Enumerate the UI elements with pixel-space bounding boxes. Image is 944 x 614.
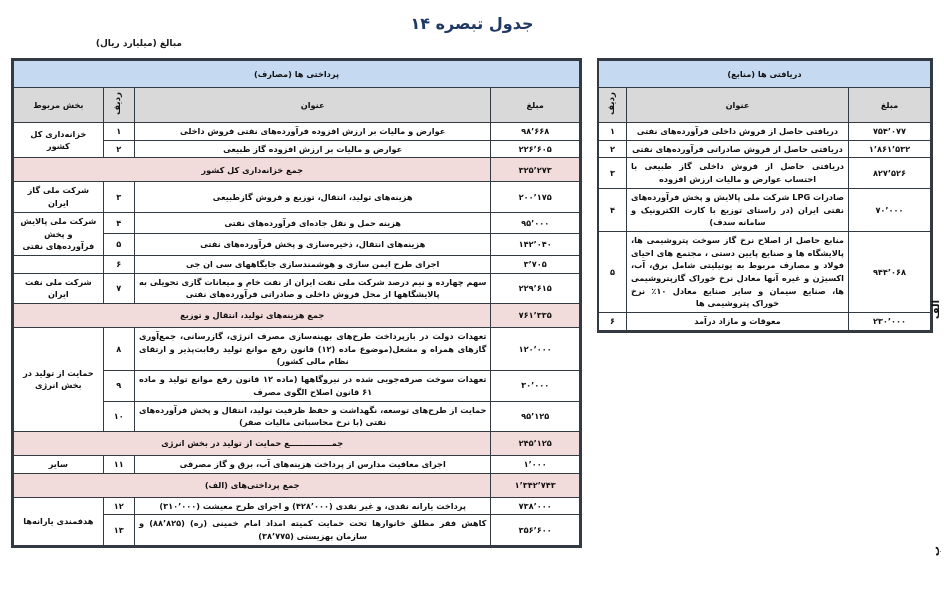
expenses-table-wrapper (11, 58, 582, 548)
expenses-amount-cell: ۱۲۰٬۰۰۰ (491, 328, 580, 371)
resources-title-cell: دریافتی حاصل از فروش صادراتی فرآورده‌های نفتی (627, 140, 849, 158)
expenses-row-number-cell: ۱۲ (103, 497, 134, 515)
expenses-sector-cell: شرکت ملی گاز ایران (14, 182, 104, 212)
resources-col-title: عنوان (627, 88, 849, 123)
resources-row-number-cell: ۴ (598, 188, 626, 231)
resources-row-number-cell: ۶ (598, 313, 626, 331)
expenses-row-number-cell: ۱۱ (103, 455, 134, 473)
resources-col-row-label: ردیف (606, 91, 617, 115)
expenses-column-header-row (14, 88, 580, 123)
expenses-amount-cell: ۲۲۶٬۶۰۵ (491, 140, 580, 158)
expenses-row-number-cell: ۱ (103, 123, 134, 141)
expenses-row-number-cell: ۹ (103, 371, 134, 401)
table-row (598, 188, 930, 231)
subtotal-row (14, 158, 580, 182)
page-title: جدول تبصره ۱۴ (410, 14, 534, 33)
resources-row-number-cell: ۲ (598, 140, 626, 158)
expenses-sector-cell: هدفمندی یارانه‌ها (14, 497, 104, 545)
expenses-sector-cell: سایر (14, 455, 104, 473)
expenses-title-cell: عوارض و مالیات بر ارزش افزوده فرآورده‌های نفتی فروش داخلی (134, 123, 490, 141)
resources-title-cell: صادرات LPG شرکت ملی پالایش و پخش فرآورده‌های نفتی ایران (در راستای توزیع با کارت الکترونیک و سامانه سدف) (627, 188, 849, 231)
expenses-amount-cell: ۹۸٬۶۶۸ (491, 123, 580, 141)
resources-title-cell: دریافتی حاصل از فروش داخلی گاز طبیعی با احتساب عوارض و مالیات ارزش افزوده (627, 158, 849, 188)
expenses-col-amount: مبلغ (491, 88, 580, 123)
resources-amount-cell: ۷۵۴٬۰۷۷ (849, 123, 931, 141)
table-row (598, 231, 930, 312)
expenses-col-row-label: ردیف (113, 91, 124, 115)
table-row (14, 497, 580, 515)
resources-band-row (598, 61, 930, 88)
expenses-row-number-cell: ۲ (103, 140, 134, 158)
resources-col-row (598, 88, 626, 123)
resources-row-number-cell: ۱ (598, 123, 626, 141)
table-row (14, 255, 580, 273)
resources-amount-cell: ۷۰٬۰۰۰ (849, 188, 931, 231)
expenses-table (13, 60, 580, 546)
resources-title-cell: دریافتی حاصل از فروش داخلی فرآورده‌های نفتی (627, 123, 849, 141)
expenses-amount-cell: ۹۵٬۰۰۰ (491, 212, 580, 234)
resources-column-header-row (598, 88, 930, 123)
expenses-band-label: پرداختی ها (مصارف) (14, 61, 580, 88)
expenses-col-title: عنوان (134, 88, 490, 123)
expenses-title-cell: حمایت از طرح‌های توسعه، نگهداشت و حفظ ظرفیت تولید، انتقال و پخش فرآورده‌های نفتی (با نرخ محاسباتی مالیات صفر) (134, 401, 490, 431)
expenses-title-cell: اجرای طرح ایمن سازی و هوشمندسازی جایگاههای سی ان جی (134, 255, 490, 273)
expenses-amount-cell: ۷۳۸٬۰۰۰ (491, 497, 580, 515)
resources-row-number-cell: ۳ (598, 158, 626, 188)
expenses-sector-cell: حمایت از تولید در بخش انرژی (14, 328, 104, 432)
expenses-row-number-cell: ۷ (103, 273, 134, 303)
expenses-amount-cell: ۳۵۶٬۶۰۰ (491, 515, 580, 545)
expenses-subtotal-amount-cell: ۱٬۳۴۲٬۷۴۳ (491, 473, 580, 497)
units-subtitle: مبالغ (میلیارد ریال) (95, 39, 182, 49)
expenses-amount-cell: ۱٬۰۰۰ (491, 455, 580, 473)
subtotal-row (14, 304, 580, 328)
expenses-title-cell: هزینه‌های انتقال، ذخیره‌سازی و پخش فرآورده‌های نفتی (134, 234, 490, 256)
expenses-col-sector: بخش مربوط (14, 88, 104, 123)
expenses-title-cell: اجرای معافیت مدارس از پرداخت هزینه‌های آب، برق و گاز مصرفی (134, 455, 490, 473)
expenses-title-cell: پرداخت یارانه نقدی، و غیر نقدی (۴۲۸٬۰۰۰) و اجرای طرح معیشت (۳۱۰٬۰۰۰) (134, 497, 490, 515)
expenses-title-cell: هزینه حمل و نقل جاده‌ای فرآورده‌های نفتی (134, 212, 490, 234)
expenses-row-number-cell: ۸ (103, 328, 134, 371)
resources-band-label: دریافتی ها (منابع) (598, 61, 930, 88)
expenses-band-row (14, 61, 580, 88)
expenses-sector-cell: خزانه‌داری کل کشور (14, 123, 104, 158)
resources-row-number-cell: ۵ (598, 231, 626, 312)
expenses-amount-cell: ۳۰٬۰۰۰ (491, 371, 580, 401)
resources-amount-cell: ۸۲۷٬۵۲۶ (849, 158, 931, 188)
table-row (14, 328, 580, 371)
expenses-amount-cell: ۲۰۰٬۱۷۵ (491, 182, 580, 212)
table-row (14, 182, 580, 212)
expenses-row-number-cell: ۱۳ (103, 515, 134, 545)
table-row (598, 313, 930, 331)
resources-table-wrapper (597, 58, 933, 333)
group-label-be: ب (931, 546, 942, 557)
table-row (598, 158, 930, 188)
table-row (14, 123, 580, 141)
expenses-title-cell: تعهدات دولت در بازپرداخت طرح‌های بهینه‌سازی مصرف انرژی، گازرسانی، جمع‌آوری گازهای همراه و مشعل(موضوع ماده (۱۲) قانون رفع موانع تولید رقابت‌پذیر و ارتقای نظام مالی کشور) (134, 328, 490, 371)
expenses-col-row (103, 88, 134, 123)
expenses-sector-cell: شرکت ملی پالایش و پخش فرآورده‌های نفتی (14, 212, 104, 255)
expenses-title-cell: سهم چهارده و نیم درصد شرکت ملی نفت ایران از نفت خام و میعانات گازی تحویلی به پالایشگاهها از محل فروش داخلی و صادراتی فرآورده‌های نفتی (134, 273, 490, 303)
expenses-title-cell: تعهدات سوخت صرفه‌جویی شده در نیروگاهها (ماده ۱۲ قانون رفع موانع تولید و ماده ۶۱ قانون اصلاح الگوی مصرف (134, 371, 490, 401)
expenses-subtotal-label-cell: جمع هزینه‌های تولید، انتقال و توزیع (14, 304, 491, 328)
expenses-row-number-cell: ۱۰ (103, 401, 134, 431)
resources-table (598, 60, 931, 331)
table-row (598, 123, 930, 141)
expenses-subtotal-label-cell: جمـــــــــــــــع حمایت از تولید در بخش انرژی (14, 431, 491, 455)
table-row (14, 273, 580, 303)
expenses-sector-cell (14, 255, 104, 273)
expenses-subtotal-amount-cell: ۷۶۱٬۳۳۵ (491, 304, 580, 328)
expenses-row-number-cell: ۶ (103, 255, 134, 273)
subtotal-row (14, 473, 580, 497)
expenses-row-number-cell: ۳ (103, 182, 134, 212)
expenses-title-cell: هزینه‌های تولید، انتقال، توزیع و فروش گازطبیعی (134, 182, 490, 212)
table-row (14, 455, 580, 473)
table-row (598, 140, 930, 158)
subtotal-row (14, 431, 580, 455)
resources-title-cell: منابع حاصل از اصلاح نرخ گاز سوخت پتروشیمی ها، پالایشگاه ها و صنایع پایین دستی ، مجتمع های احیای فولاد و مصارف مربوط به یوتیلیتی شامل برق، آب، اکسیژن و غیره آنها معادل نرخ خوراک گازپتروشیمی ها، صنایع سیمان و سایر صنایع معادل ۱۰٪ نرخ خوراک پتروشیمی ها (627, 231, 849, 312)
expenses-amount-cell: ۱۴۲٬۰۴۰ (491, 234, 580, 256)
resources-title-cell: معوقات و مازاد درآمد (627, 313, 849, 331)
expenses-amount-cell: ۹۵٬۱۲۵ (491, 401, 580, 431)
resources-amount-cell: ۹۴۴٬۰۶۸ (849, 231, 931, 312)
resources-amount-cell: ۱٬۸۶۱٬۵۳۲ (849, 140, 931, 158)
expenses-row-number-cell: ۴ (103, 212, 134, 234)
resources-amount-cell: ۲۳۰٬۰۰۰ (849, 313, 931, 331)
expenses-subtotal-label-cell: جمع خزانه‌داری کل کشور (14, 158, 491, 182)
expenses-subtotal-amount-cell: ۳۲۵٬۲۷۳ (491, 158, 580, 182)
expenses-title-cell: عوارض و مالیات بر ارزش افزوده گاز طبیعی (134, 140, 490, 158)
expenses-subtotal-label-cell: جمع پرداختی‌های (الف) (14, 473, 491, 497)
expenses-subtotal-amount-cell: ۲۴۵٬۱۲۵ (491, 431, 580, 455)
expenses-sector-cell: شرکت ملی نفت ایران (14, 273, 104, 303)
expenses-title-cell: کاهش فقر مطلق خانوارها تحت حمایت کمیته امداد امام خمینی (ره) (۸۸٬۸۲۵) و سازمان بهزیستی (۳۸٬۷۷۵) (134, 515, 490, 545)
resources-col-amount: مبلغ (849, 88, 931, 123)
group-label-alef: الف (931, 300, 942, 320)
expenses-row-number-cell: ۵ (103, 234, 134, 256)
expenses-amount-cell: ۲۲۹٬۶۱۵ (491, 273, 580, 303)
expenses-amount-cell: ۳٬۷۰۵ (491, 255, 580, 273)
table-row (14, 212, 580, 234)
